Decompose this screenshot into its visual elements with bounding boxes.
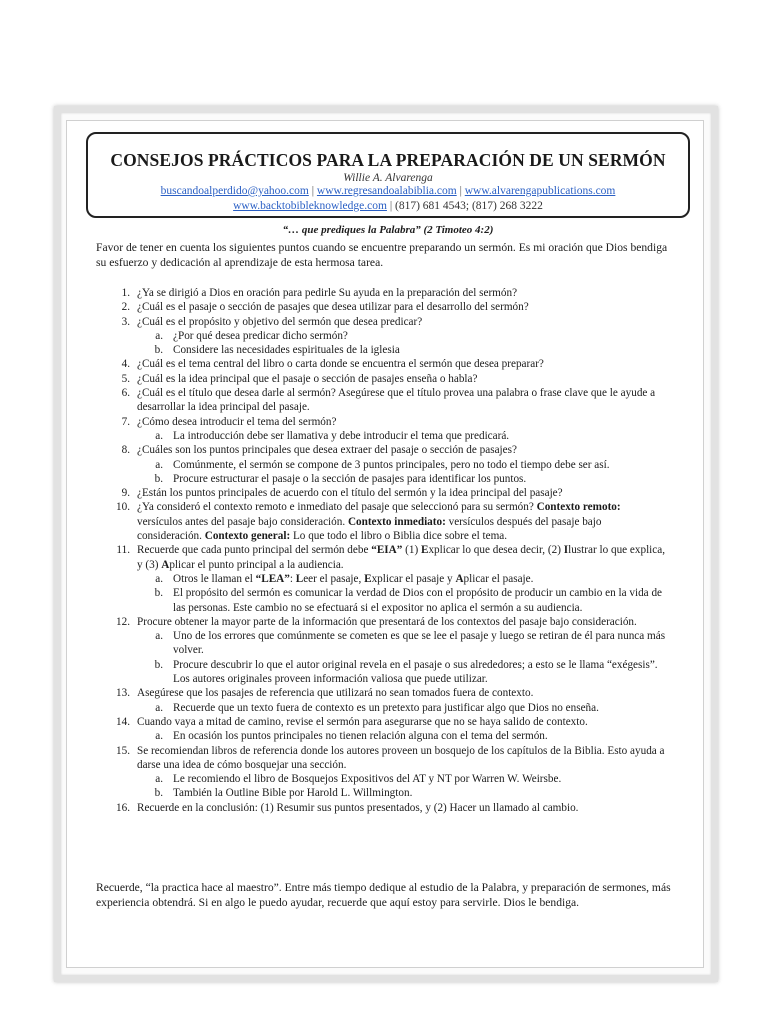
text-run: eer el pasaje, xyxy=(303,572,365,585)
item-number: 15. xyxy=(116,744,130,757)
item-number: 13. xyxy=(116,687,130,700)
sub-item xyxy=(137,329,676,343)
sub-text: En ocasión los puntos principales no tienen relación alguna con el tema del sermón. xyxy=(173,730,548,743)
list-item xyxy=(96,801,676,815)
item-text: ¿Cuál es la idea principal que el pasaje o sección de pasajes enseña o habla? xyxy=(137,372,478,385)
phone-numbers: (817) 681 4543; (817) 268 3222 xyxy=(395,200,543,212)
list-item xyxy=(96,415,676,429)
sub-text: Le recomiendo el libro de Bosquejos Expositivos del AT y NT por Warren W. Weirsbe. xyxy=(173,773,562,786)
text-run: (1) xyxy=(402,544,421,557)
term-contexto-general: Contexto general: xyxy=(204,530,291,543)
sub-text: El propósito del sermón es comunicar la verdad de Dios con el propósito de producir un cambio en la vida de las personas. Este cambio no se efectuará si el expositor no aplica el sermón a su audiencia. xyxy=(173,587,663,614)
item-text: ¿Cuáles son los puntos principales que desea extraer del pasaje o sección de pasajes? xyxy=(137,444,517,457)
list-item xyxy=(96,386,676,415)
sub-item xyxy=(137,458,676,472)
item-text xyxy=(137,500,676,543)
sub-text: Recuerde que un texto fuera de contexto es un pretexto para justificar algo que Dios no enseña. xyxy=(173,701,599,714)
sub-text: La introducción debe ser llamativa y debe introducir el tema que predicará. xyxy=(173,429,510,442)
text-run: versículos antes del pasaje bajo consideración. xyxy=(137,515,348,528)
separator: | xyxy=(389,200,393,212)
sub-text xyxy=(173,572,676,586)
contact-line-2 xyxy=(88,199,688,214)
list-item xyxy=(96,615,676,629)
item-text: ¿Cuál es el propósito y objetivo del sermón que desea predicar? xyxy=(137,315,423,328)
intro-paragraph: Favor de tener en cuenta los siguientes puntos cuando se encuentre preparando un sermón. Es mi oración que Dios bendiga su esfuerzo y dedicación al aprendizaje de esta hermosa tarea. xyxy=(96,241,668,270)
list-item xyxy=(96,500,676,543)
sub-letter: b. xyxy=(154,658,163,671)
sub-text: ¿Por qué desea predicar dicho sermón? xyxy=(173,329,348,342)
tips-list xyxy=(96,286,676,815)
item-number: 10. xyxy=(116,501,130,514)
sub-item xyxy=(137,629,676,658)
item-text: ¿Están los puntos principales de acuerdo con el título del sermón y la idea principal del pasaje? xyxy=(137,487,563,500)
item-number: 4. xyxy=(121,358,130,371)
item-text: Se recomiendan libros de referencia donde los autores proveen un bosquejo de los capítulos de la Biblia. Esto ayuda a darse una idea de cómo bosquejar una sección. xyxy=(137,744,665,771)
list-item xyxy=(96,543,676,572)
list-item xyxy=(96,744,676,773)
list-item xyxy=(96,315,676,329)
acronym-eia: “EIA” xyxy=(371,544,403,557)
item-text: Asegúrese que los pasajes de referencia que utilizará no sean tomados fuera de contexto. xyxy=(137,687,534,700)
initial-letter: A xyxy=(455,572,464,585)
text-run: plicar el punto principal a la audiencia. xyxy=(169,558,344,571)
list-item xyxy=(96,357,676,371)
sub-letter: a. xyxy=(155,630,163,643)
text-run: Otros le llaman el xyxy=(173,572,256,585)
separator: | xyxy=(311,185,315,197)
item-text: Recuerde en la conclusión: (1) Resumir sus puntos presentados, y (2) Hacer un llamado al cambio. xyxy=(137,801,579,814)
list-item xyxy=(96,486,676,500)
author-name: Willie A. Alvarenga xyxy=(343,172,433,184)
separator: | xyxy=(459,185,462,197)
website-link-2[interactable]: www.alvarengapublications.com xyxy=(464,185,616,197)
list-item xyxy=(96,300,676,314)
text-run: versículos después del pasaje bajo consideración. xyxy=(137,515,602,543)
text-run: : xyxy=(289,572,296,585)
list-item xyxy=(96,286,676,300)
email-link[interactable]: buscandoalperdido@yahoo.com xyxy=(160,185,309,197)
website-link-3[interactable]: www.backtobibleknowledge.com xyxy=(233,200,387,212)
text-run: plicar el pasaje. xyxy=(463,572,534,585)
sub-text: Procure estructurar el pasaje o la sección de pasajes para identificar los puntos. xyxy=(173,472,527,485)
text-run: lustrar lo que explica, y (3) xyxy=(137,544,666,571)
text-run: Recuerde que cada punto principal del sermón debe xyxy=(137,544,372,557)
item-text: ¿Cuál es el pasaje o sección de pasajes que desea utilizar para el desarrollo del sermón? xyxy=(137,301,529,314)
item-text: ¿Ya se dirigió a Dios en oración para pedirle Su ayuda en la preparación del sermón? xyxy=(137,287,518,299)
text-run: ¿Ya consideró el contexto remoto e inmediato del pasaje que seleccionó para su sermón? xyxy=(137,501,537,514)
item-number: 11. xyxy=(116,544,130,557)
sub-text: Considere las necesidades espirituales de la iglesia xyxy=(173,344,400,357)
initial-letter: I xyxy=(563,544,569,557)
text-run: Lo que todo el libro o Biblia dice sobre el tema. xyxy=(290,530,508,543)
sub-letter: a. xyxy=(155,458,163,471)
sub-text: Procure descubrir lo que el autor original revela en el pasaje o sus alrededores; a esto se le llama “exégesis”. Los autores originales proveen información valiosa que puede utilizar. xyxy=(173,658,658,686)
sub-letter: b. xyxy=(154,787,163,800)
initial-letter: E xyxy=(364,572,372,585)
sub-letter: b. xyxy=(154,587,163,600)
website-link-1[interactable]: www.regresandoalabiblia.com xyxy=(316,185,457,197)
sub-letter: a. xyxy=(155,429,163,442)
item-number: 14. xyxy=(116,715,130,728)
acronym-lea: “LEA” xyxy=(255,572,290,585)
sub-item xyxy=(137,343,676,357)
item-text: Procure obtener la mayor parte de la información que presentará de los contextos del pasaje bajo consideración. xyxy=(137,615,637,628)
sub-item xyxy=(137,572,676,586)
item-number: 7. xyxy=(121,415,130,428)
sub-item xyxy=(137,729,676,743)
document-title: CONSEJOS PRÁCTICOS PARA LA PREPARACIÓN DE UN SERMÓN xyxy=(110,150,666,170)
item-number: 5. xyxy=(121,372,130,385)
item-number: 3. xyxy=(121,315,130,328)
item-text: ¿Cómo desea introducir el tema del sermón? xyxy=(137,415,337,428)
contact-line-1 xyxy=(88,184,688,199)
term-contexto-remoto: Contexto remoto: xyxy=(536,501,621,514)
sub-text: Uno de los errores que comúnmente se cometen es que se lee el pasaje y luego se retiran de él para nunca más volver. xyxy=(173,630,666,657)
list-item xyxy=(96,686,676,700)
item-number: 8. xyxy=(121,444,130,457)
sub-text: Comúnmente, el sermón se compone de 3 puntos principales, pero no todo el tiempo debe ser así. xyxy=(173,458,610,471)
sub-letter: a. xyxy=(155,329,163,342)
text-run: xplicar el pasaje y xyxy=(371,572,456,585)
item-number: 1. xyxy=(121,287,130,299)
title-box xyxy=(86,132,690,218)
sub-item xyxy=(137,772,676,786)
list-item xyxy=(96,715,676,729)
list-item xyxy=(96,443,676,457)
item-number: 16. xyxy=(116,801,130,814)
initial-letter: L xyxy=(295,572,304,585)
sub-letter: b. xyxy=(154,344,163,357)
item-text xyxy=(137,543,676,572)
sub-text: También la Outline Bible por Harold L. Willmington. xyxy=(173,787,413,800)
sub-item xyxy=(137,786,676,800)
bible-verse: “… que prediques la Palabra” (2 Timoteo 4:2) xyxy=(282,224,494,236)
sub-letter: b. xyxy=(154,472,163,485)
sub-letter: a. xyxy=(155,572,163,585)
item-number: 9. xyxy=(121,487,130,500)
sub-item xyxy=(137,429,676,443)
sub-letter: a. xyxy=(155,773,163,786)
sub-letter: a. xyxy=(155,701,163,714)
sub-item xyxy=(137,658,676,687)
item-text: ¿Cuál es el tema central del libro o carta donde se encuentra el sermón que desea preparar? xyxy=(137,358,544,371)
closing-paragraph: Recuerde, “la practica hace al maestro”. Entre más tiempo dedique al estudio de la Palabra, y preparación de sermones, más experiencia obtendrá. Si en algo le puedo ayudar, recuerde que aquí estoy para servirle. Dios le bendiga. xyxy=(96,881,671,910)
item-text: Cuando vaya a mitad de camino, revise el sermón para asegurarse que no se haya salido de contexto. xyxy=(137,715,588,728)
item-number: 2. xyxy=(121,301,130,314)
sub-item xyxy=(137,701,676,715)
sub-item xyxy=(137,472,676,486)
initial-letter: A xyxy=(161,558,170,571)
sub-letter: a. xyxy=(155,730,163,743)
initial-letter: E xyxy=(420,544,429,557)
item-number: 6. xyxy=(121,387,130,400)
list-item xyxy=(96,372,676,386)
sub-item xyxy=(137,586,676,615)
term-contexto-inmediato: Contexto inmediato: xyxy=(347,515,446,528)
item-text: ¿Cuál es el título que desea darle al sermón? Asegúrese que el título provea una palabra o frase clave que le ayude a desarrollar la idea principal del pasaje. xyxy=(137,387,656,414)
item-number: 12. xyxy=(116,615,130,628)
text-run: xplicar lo que desea decir, (2) xyxy=(428,544,564,557)
